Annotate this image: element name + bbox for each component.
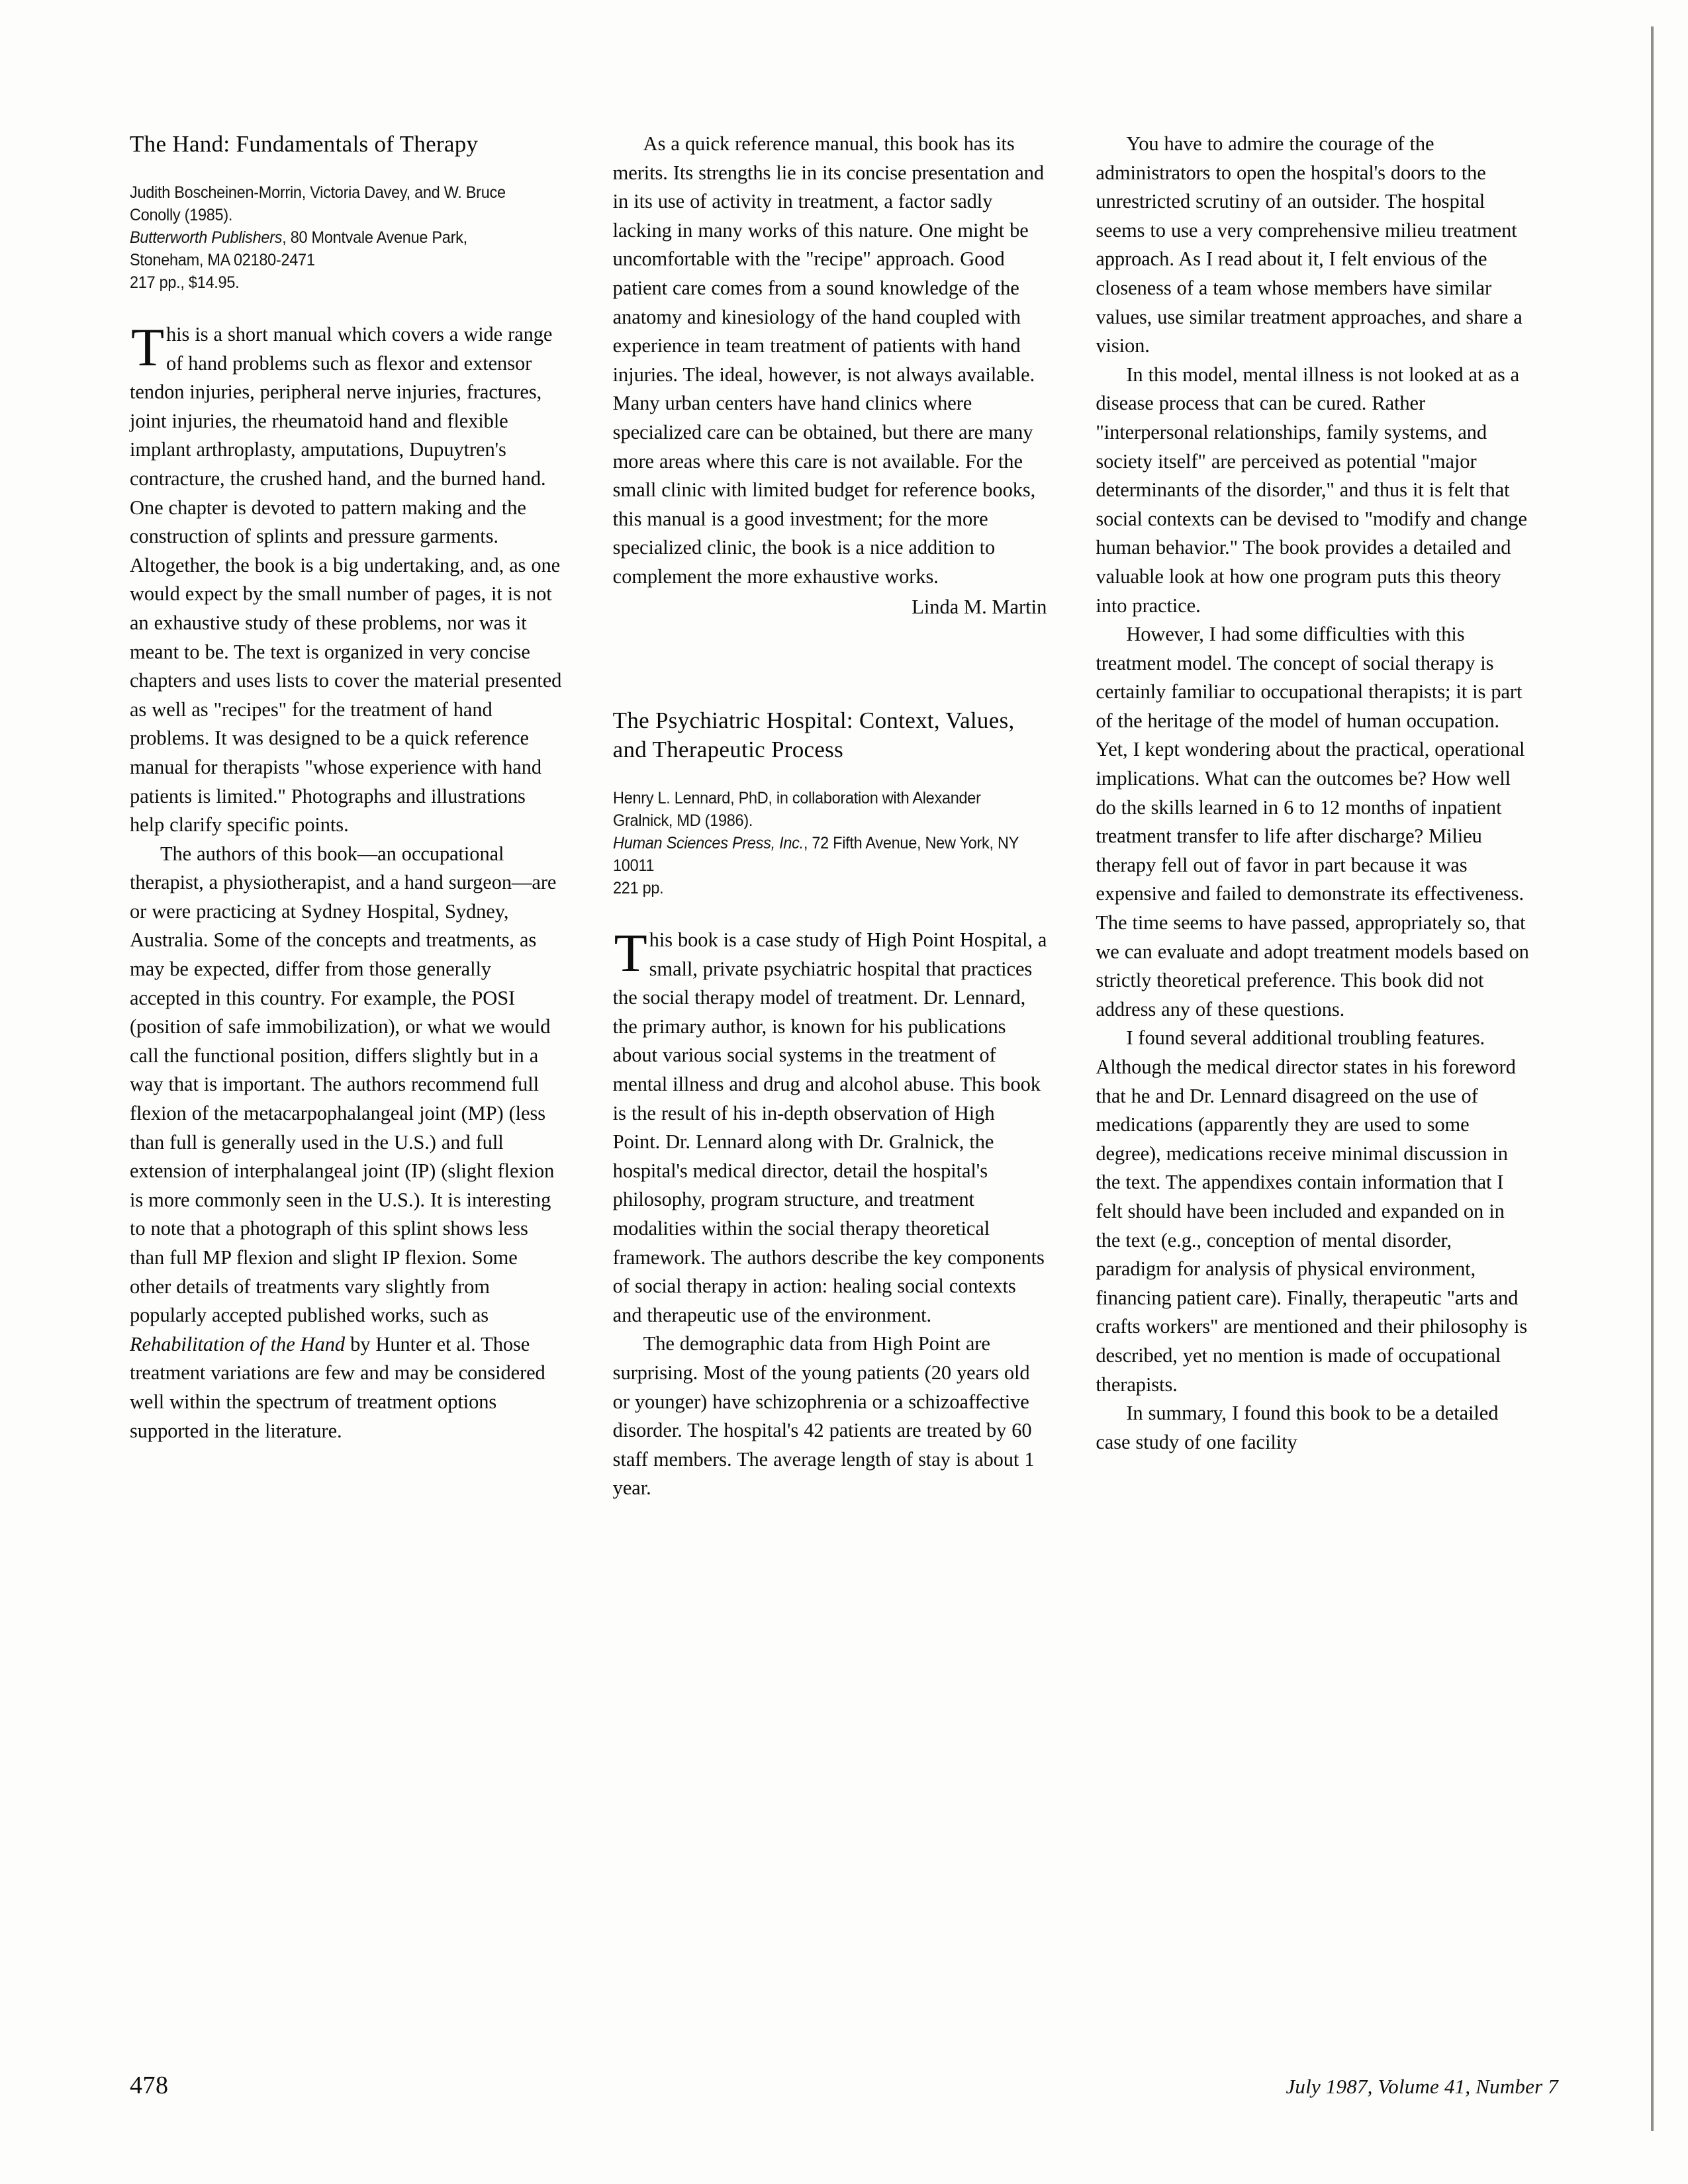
review-one-publisher-address: , 80 Montvale Avenue Park, Stoneham, MA 02180-2471 [130,228,472,269]
review-two-paragraph-7: In summary, I found this book to be a detailed case study of one facility [1096,1402,1499,1453]
three-column-layout [130,130,1530,2003]
column-one [130,130,564,2003]
review-two-publisher-address: , 72 Fifth Avenue, New York, NY 10011 [612,834,1023,876]
review-one-signature: Linda M. Martin [912,595,1047,618]
review-two-paragraph-5: However, I had some difficulties with this treatment model. The concept of social therapy is certainly familiar to occupational therapists; it is part of the heritage of the model of human occupation. Yet, I kept wondering about the practical, operational implications. What can the outcomes be? How well do the skills learned in 6 to 12 months of inpatient treatment transfer to life after discharge? Milieu therapy fell out of favor in part because it was expensive and failed to demonstrate its effectiveness. The time seems to have passed, appropriately so, that we can evaluate and adopt treatment models based on strictly theoretical preference. This book did not address any of these questions. [1096,623,1529,1021]
review-two-paragraph-4: In this model, mental illness is not looked at as a disease process that can be cured. Rather "interpersonal relationships, family systems, and society itself" are perceived as potential "major determinants of the disorder," and thus it is felt that social contexts can be devised to "modify and change human behavior." The book provides a detailed and valuable look at how one program puts this theory into practice. [1096,363,1527,617]
review-two-paragraph-1 [612,923,1047,1330]
review-one-paragraph-2-part-b: by Hunter et al. Those treatment variations are few and may be considered well within the spectrum of treatment options supported in the literature. [130,1332,545,1442]
review-two-biblio [613,787,1021,899]
review-two-publisher: Human Sciences Press, Inc. [612,834,804,853]
review-one-authors: Judith Boscheinen-Morrin, Victoria Davey, and W. Bruce Conolly (1985). [130,183,510,224]
review-one-paragraph-2-part-a: The authors of this book—an occupational therapist, a physiotherapist, and a hand surgeon—are or were practicing at Sydney Hospital, Sydney, Australia. Some of the concepts and treatments, as may be expected, differ from those generally accepted in this country. For example, the POSI (position of safe immobilization), or what we would call the functional position, differs slightly but in a way that is important. The authors recommend full flexion of the metacarpophalangeal joint (MP) (less than full is generally used in the U.S.) and full extension of interphalangeal joint (IP) (slight flexion is more commonly seen in the U.S.). It is interesting to note that a photograph of this splint shows less than full MP flexion and slight IP flexion. Some other details of treatments vary slightly from popularly accepted published works, such as [130,842,557,1327]
review-one-title: The Hand: Fundamentals of Therapy [130,131,479,157]
review-two-authors: Henry L. Lennard, PhD, in collaboration with Alexander Gralnick, MD (1986). [612,789,985,831]
review-one-paragraph-3: As a quick reference manual, this book has its merits. Its strengths lie in its concise presentation and in its use of activity in treatment, a factor sadly lacking in many works of this nature. One might be uncomfortable with the "recipe" approach. Good patient care comes from a sound knowledge of the anatomy and kinesiology of the hand coupled with experience in team treatment of patients with hand injuries. The ideal, however, is not always available. Many urban centers have hand clinics where specialized care can be obtained, but there are many more areas where this care is not available. For the small clinic with limited budget for reference books, this manual is a good investment; for the more specialized clinic, the book is a nice addition to complement the more exhaustive works. [612,132,1045,588]
drop-cap-letter: T [131,317,164,377]
cited-book-title: Rehabilitation of the Hand [130,1332,346,1355]
journal-issue-line: July 1987, Volume 41, Number 7 [1286,2075,1558,2098]
review-one-paragraph-2 [130,840,564,1445]
review-two-pages-price: 221 pp. [612,879,664,898]
page-footer [130,2070,1558,2103]
review-two-paragraph-1-text: his book is a case study of High Point Hospital, a small, private psychiatric hospital that practices the social therapy model of treatment. Dr. Lennard, the primary author, is known for his publications about various social systems in the treatment of mental illness and drug and alcohol abuse. This book is the result of his in-depth observation of High Point. Dr. Lennard along with Dr. Gralnick, the hospital's medical director, detail the hospital's philosophy, program structure, and treatment modalities within the social therapy theoretical framework. The authors describe the key components of social therapy in action: healing social contexts and therapeutic use of the environment. [612,929,1047,1326]
review-two-paragraph-6: I found several additional troubling features. Although the medical director states in his foreword that he and Dr. Lennard disagreed on the use of medications (apparently they are used to some degree), medications receive minimal discussion in the text. The appendixes contain information that I felt should have been included and expanded on in the text (e.g., conception of mental disorder, paradigm for analysis of physical environment, financing patient care). Finally, therapeutic "arts and crafts workers" are mentioned and their philosophy is described, yet no mention is made of occupational therapists. [1096,1026,1528,1396]
review-one-publisher: Butterworth Publishers [130,228,283,247]
review-one-biblio [130,181,538,294]
drop-cap-letter: T [614,923,647,983]
column-three [1096,130,1530,2003]
review-one-paragraph-1-text: his is a short manual which covers a wide range of hand problems such as flexor and extensor tendon injuries, peripheral nerve injuries, fractures, joint injuries, the rheumatoid hand and flexible implant arthroplasty, amputations, Dupuytren's contracture, the crushed hand, and the burned hand. One chapter is devoted to pattern making and the construction of splints and pressure garments. Altogether, the book is a big undertaking, and, as one would expect by the small number of pages, it is not an exhaustive study of these problems, nor was it meant to be. The text is organized in very concise chapters and uses lists to cover the material presented as well as "recipes" for the treatment of hand problems. It was designed to be a quick reference manual for therapists "whose experience with hand patients is limited." Photographs and illustrations help clarify specific points. [130,323,562,837]
review-two-paragraph-3: You have to admire the courage of the administrators to open the hospital's doors to the unrestricted scrutiny of an outsider. The hospital seems to use a very comprehensive milieu treatment approach. As I read about it, I felt envious of the closeness of a team whose members have similar values, use similar treatment approaches, and share a vision. [1096,132,1523,357]
review-separator-space [613,621,1047,706]
review-one-publisher-line [130,226,538,271]
review-two-publisher-line [613,832,1021,877]
column-two [613,130,1047,2003]
review-two-title: The Psychiatric Hospital: Context, Values, and Therapeutic Process [612,707,1015,763]
page-number: 478 [130,2071,169,2099]
review-one-paragraph-1 [130,317,564,840]
review-two-paragraph-2: The demographic data from High Point are surprising. Most of the young patients (20 years old or younger) have schizophrenia or a schizoaffective disorder. The hospital's 42 patients are treated by 60 staff members. The average length of stay is about 1 year. [612,1332,1035,1500]
scan-edge-rule [1651,26,1654,2131]
review-one-pages-price: 217 pp., $14.95. [130,273,240,292]
